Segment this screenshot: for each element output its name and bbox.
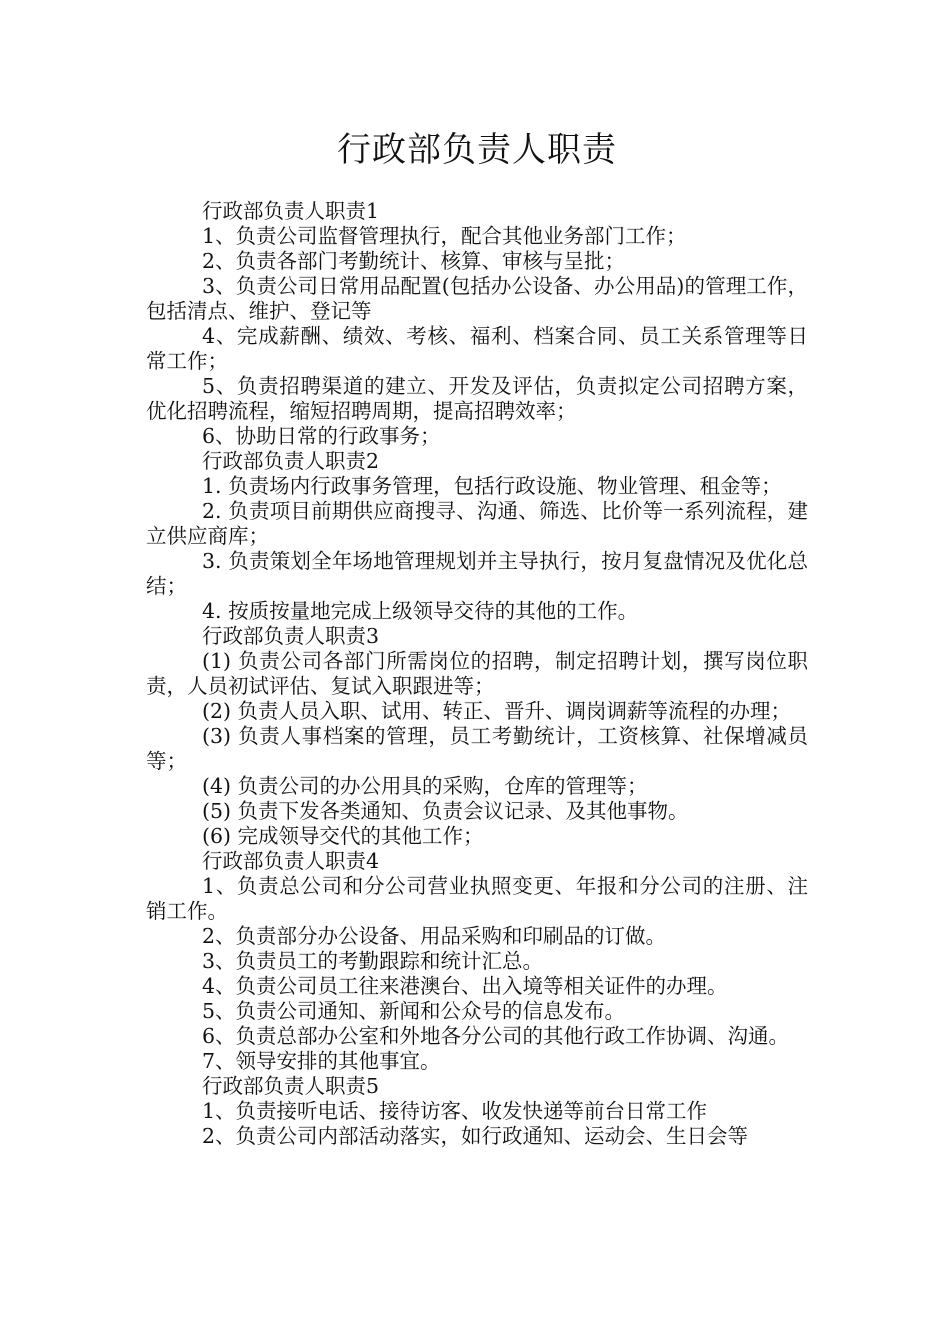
paragraph: 1、负责接听电话、接待访客、收发快递等前台日常工作 <box>202 1099 708 1123</box>
paragraph: 4、负责公司员工往来港澳台、出入境等相关证件的办理。 <box>202 974 728 998</box>
paragraph: (5) 负责下发各类通知、负责会议记录、及其他事物。 <box>202 799 689 823</box>
paragraph: (1) 负责公司各部门所需岗位的招聘，制定招聘计划，撰写岗位职责，人员初试评估、复试入职跟进等； <box>146 649 808 698</box>
paragraph: 2、负责公司内部活动落实，如行政通知、运动会、生日会等 <box>202 1124 749 1148</box>
paragraph: 2、负责各部门考勤统计、核算、审核与呈批； <box>202 249 626 273</box>
paragraph: 3. 负责策划全年场地管理规划并主导执行，按月复盘情况及优化总结； <box>146 549 808 598</box>
paragraph: 6、负责总部办公室和外地各分公司的其他行政工作协调、沟通。 <box>202 1024 790 1048</box>
paragraph: 4、完成薪酬、绩效、考核、福利、档案合同、员工关系管理等日常工作； <box>146 324 808 373</box>
paragraph: 1、负责公司监督管理执行，配合其他业务部门工作； <box>202 224 687 248</box>
paragraph: (4) 负责公司的办公用具的采购，仓库的管理等； <box>202 774 648 798</box>
paragraph: 6、协助日常的行政事务； <box>202 424 441 448</box>
paragraph: 5、负责招聘渠道的建立、开发及评估，负责拟定公司招聘方案，优化招聘流程，缩短招聘周期，提高招聘效率； <box>146 374 808 423</box>
paragraph: 3、负责员工的考勤跟踪和统计汇总。 <box>202 949 544 973</box>
section-heading: 行政部负责人职责2 <box>202 449 380 473</box>
paragraph: 2. 负责项目前期供应商搜寻、沟通、筛选、比价等一系列流程，建立供应商库； <box>146 499 808 548</box>
section-heading: 行政部负责人职责4 <box>202 849 380 873</box>
section-heading: 行政部负责人职责5 <box>202 1074 380 1098</box>
document-body <box>146 199 808 1149</box>
paragraph: (2) 负责人员入职、试用、转正、晋升、调岗调薪等流程的办理； <box>202 699 792 723</box>
paragraph: 1. 负责场内行政事务管理，包括行政设施、物业管理、租金等； <box>202 474 782 498</box>
paragraph: (6) 完成领导交代的其他工作； <box>202 824 484 848</box>
section-heading: 行政部负责人职责3 <box>202 624 380 648</box>
paragraph: 7、领导安排的其他事宜。 <box>202 1049 441 1073</box>
paragraph: 2、负责部分办公设备、用品采购和印刷品的订做。 <box>202 924 667 948</box>
paragraph: 5、负责公司通知、新闻和公众号的信息发布。 <box>202 999 626 1023</box>
paragraph: 3、负责公司日常用品配置(包括办公设备、办公用品)的管理工作，包括清点、维护、登记等 <box>146 274 808 323</box>
section-heading: 行政部负责人职责1 <box>202 199 380 223</box>
paragraph: 4. 按质按量地完成上级领导交待的其他的工作。 <box>202 599 639 623</box>
document-title: 行政部负责人职责 <box>337 130 617 170</box>
paragraph: (3) 负责人事档案的管理，员工考勤统计，工资核算、社保增减员等； <box>146 724 808 773</box>
paragraph: 1、负责总公司和分公司营业执照变更、年报和分公司的注册、注销工作。 <box>146 874 808 923</box>
